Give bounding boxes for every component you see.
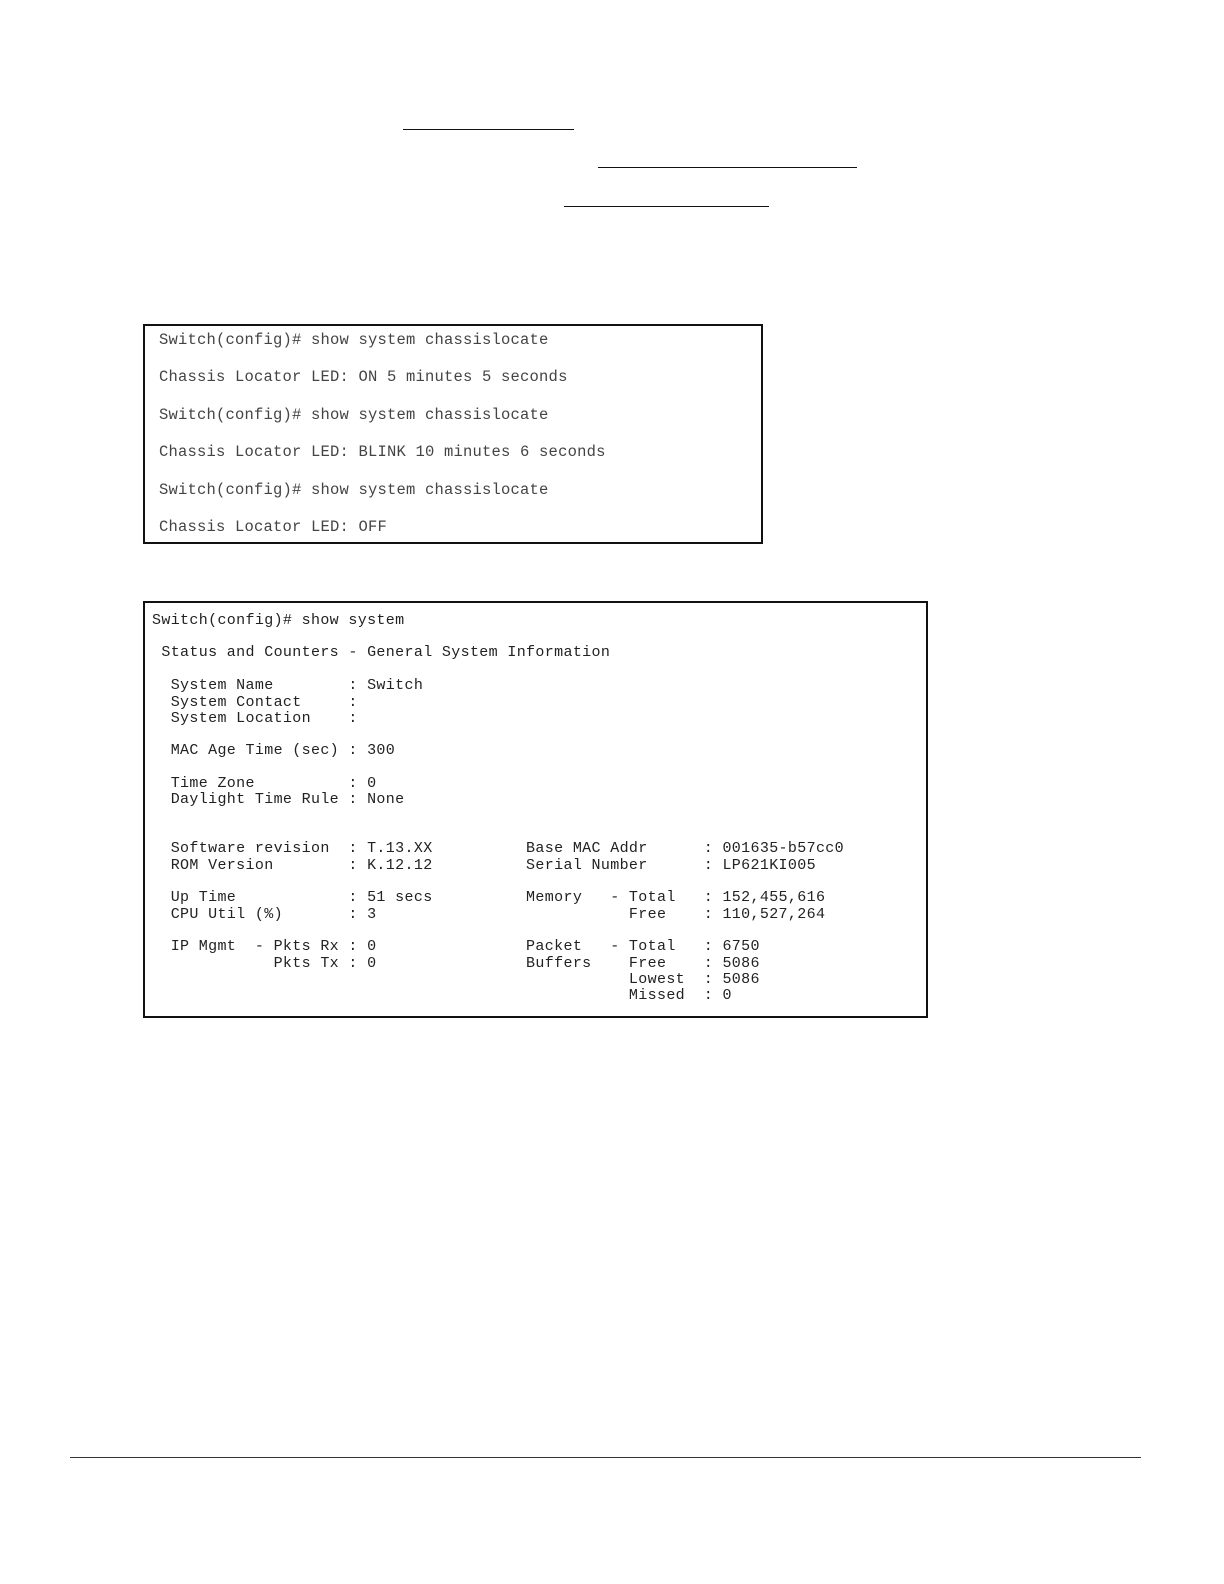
terminal-line: Missed : 0 — [152, 987, 732, 1004]
terminal-line: Daylight Time Rule : None — [152, 791, 405, 808]
terminal-line: Pkts Tx : 0 Buffers Free : 5086 — [152, 955, 760, 972]
terminal-line: IP Mgmt - Pkts Rx : 0 Packet - Total : 6750 — [152, 938, 760, 955]
show-system-terminal-output — [143, 601, 928, 1018]
terminal-line: Time Zone : 0 — [152, 775, 377, 792]
terminal-line: System Name : Switch — [152, 677, 424, 694]
underline-field-2 — [598, 167, 857, 168]
terminal-line: Lowest : 5086 — [152, 971, 760, 988]
terminal-line: ROM Version : K.12.12 Serial Number : LP621KI005 — [152, 857, 816, 874]
terminal-line: System Location : — [152, 710, 358, 727]
terminal-line: Status and Counters - General System Information — [152, 644, 611, 661]
terminal-line: Chassis Locator LED: ON 5 minutes 5 seconds — [159, 368, 568, 386]
terminal-line: CPU Util (%) : 3 Free : 110,527,264 — [152, 906, 826, 923]
terminal-line: Software revision : T.13.XX Base MAC Addr : 001635-b57cc0 — [152, 840, 845, 857]
terminal-line: Chassis Locator LED: BLINK 10 minutes 6 seconds — [159, 443, 606, 461]
terminal-line: Switch(config)# show system chassislocate — [159, 481, 549, 499]
terminal-line: Switch(config)# show system chassislocate — [159, 406, 549, 424]
terminal-line: Up Time : 51 secs Memory - Total : 152,455,616 — [152, 889, 826, 906]
underline-field-1 — [403, 129, 574, 130]
footer-divider — [70, 1457, 1141, 1458]
terminal-line: System Contact : — [152, 694, 358, 711]
terminal-line: Chassis Locator LED: OFF — [159, 518, 388, 536]
chassislocate-terminal-output — [143, 324, 763, 544]
terminal-line: MAC Age Time (sec) : 300 — [152, 742, 396, 759]
terminal-line: Switch(config)# show system chassislocate — [159, 331, 549, 349]
underline-field-3 — [564, 206, 769, 207]
terminal-line: Switch(config)# show system — [152, 612, 405, 629]
